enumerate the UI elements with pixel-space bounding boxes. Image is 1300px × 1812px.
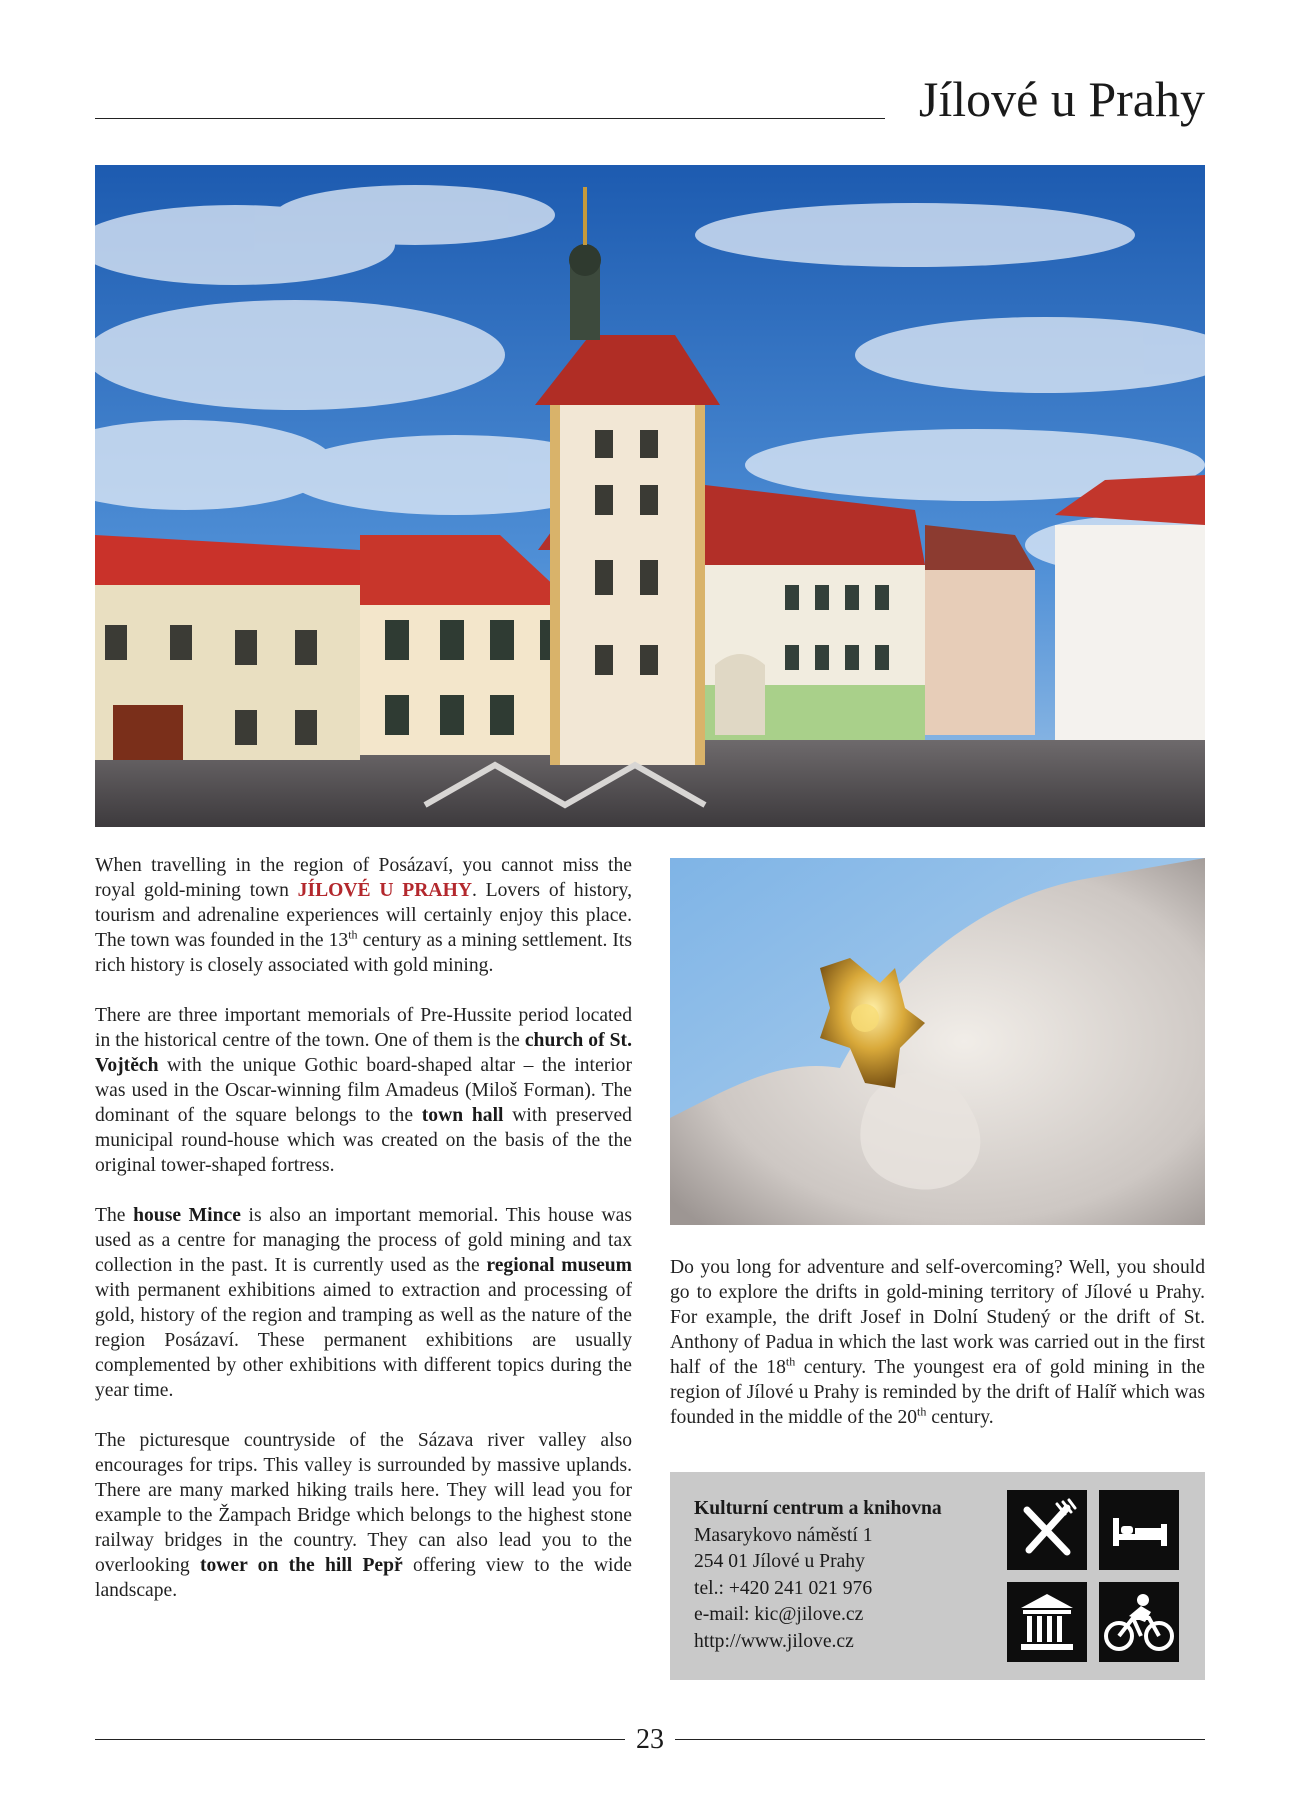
website-url: http://www.jilove.cz	[694, 1630, 854, 1652]
accommodation-icon	[1099, 1490, 1179, 1570]
tower-name: tower on the hill Pepř	[199, 1555, 403, 1576]
page-title: Jílové u Prahy	[918, 71, 1205, 127]
superscript: th	[785, 1354, 796, 1369]
cycling-icon	[1099, 1582, 1179, 1662]
text-span: offering view to the wide landscape.	[95, 1555, 632, 1601]
house-mince-name: house Mince	[133, 1205, 241, 1226]
text-span: . Lovers of history, tourism and adrenaline experiences will certainly enjoy this place. The town was founded in the 13	[95, 880, 632, 951]
text-span: Do you long for adventure and self-overcoming? Well, you should go to explore the drifts in gold-mining territory of Jílové u Prahy. For example, the drift Josef in Dolní Studený or the drift of St. Anthony of Padua in which the last work was carried out in the first half of the 18	[670, 1257, 1205, 1378]
superscript: th	[917, 1404, 927, 1419]
phone-number: tel.: +420 241 021 976	[694, 1577, 873, 1599]
footer-rule-right	[675, 1739, 1205, 1740]
town-name-highlight: JÍLOVÉ U PRAHY	[297, 880, 472, 901]
footer-rule-left	[95, 1739, 625, 1740]
town-hall-name: town hall	[421, 1105, 504, 1126]
street-address: Masarykovo náměstí 1	[694, 1524, 873, 1546]
city-address: 254 01 Jílové u Prahy	[694, 1551, 865, 1572]
text-span: century as a mining settlement. Its rich history is closely associated with gold mining.	[95, 930, 632, 976]
organization-name: Kulturní centrum a knihovna	[694, 1498, 942, 1519]
left-column-text	[95, 853, 632, 1628]
paragraph-intro	[95, 853, 632, 978]
regional-museum-name: regional museum	[486, 1255, 633, 1276]
contact-info-box	[670, 1472, 1205, 1680]
text-span: The picturesque countryside of the Sázava river valley also encourages for trips. This valley is surrounded by massive uplands. There are many marked hiking trails here. They will lead you for example to the Žampach Bridge which belongs to the highest stone railway bridges in the country. They can also lead you to the overlooking	[95, 1430, 632, 1576]
text-span: with preserved municipal round-house which was created on the basis of the the original tower-shaped fortress.	[95, 1105, 632, 1176]
text-span: century. The youngest era of gold mining in the region of Jílové u Prahy is reminded by the drift of Halíř which was founded in the middle of the 20	[670, 1357, 1206, 1428]
paragraph-memorials	[95, 1003, 632, 1178]
superscript: th	[348, 927, 358, 942]
text-span: with permanent exhibitions aimed to extraction and processing of gold, history of the region and tramping as well as the nature of the region Posázaví. These permanent exhibitions are usually complemented by other exhibitions with different topics during the year time.	[95, 1280, 632, 1401]
text-span: When travelling in the region of Posázaví, you cannot miss the royal gold-mining town	[95, 855, 632, 901]
hero-photo-town-square	[95, 165, 1205, 827]
text-span: There are three important memorials of Pre-Hussite period located in the historical centre of the town. One of them is the	[95, 1005, 632, 1051]
email-address: e-mail: kic@jilove.cz	[694, 1604, 864, 1625]
paragraph-countryside	[95, 1428, 632, 1603]
page-number: 23	[636, 1724, 664, 1755]
museum-icon	[1007, 1582, 1087, 1662]
photo-gold-nugget	[670, 858, 1205, 1225]
contact-details	[694, 1496, 942, 1655]
right-column-text	[670, 1255, 1205, 1430]
restaurant-icon	[1007, 1490, 1087, 1570]
text-span: with the unique Gothic board-shaped altar – the interior was used in the Oscar-winning film Amadeus (Miloš Forman). The dominant of the square belongs to the	[95, 1055, 632, 1126]
paragraph-house-mince	[95, 1203, 632, 1403]
church-name: church of St. Vojtěch	[95, 1030, 632, 1076]
text-span: century.	[926, 1407, 994, 1428]
text-span: The	[95, 1205, 134, 1226]
paragraph-drifts	[670, 1255, 1205, 1430]
header-rule	[95, 118, 885, 119]
text-span: is also an important memorial. This house was used as a centre for managing the process of gold mining and tax collection in the past. It is currently used as the	[95, 1205, 632, 1276]
